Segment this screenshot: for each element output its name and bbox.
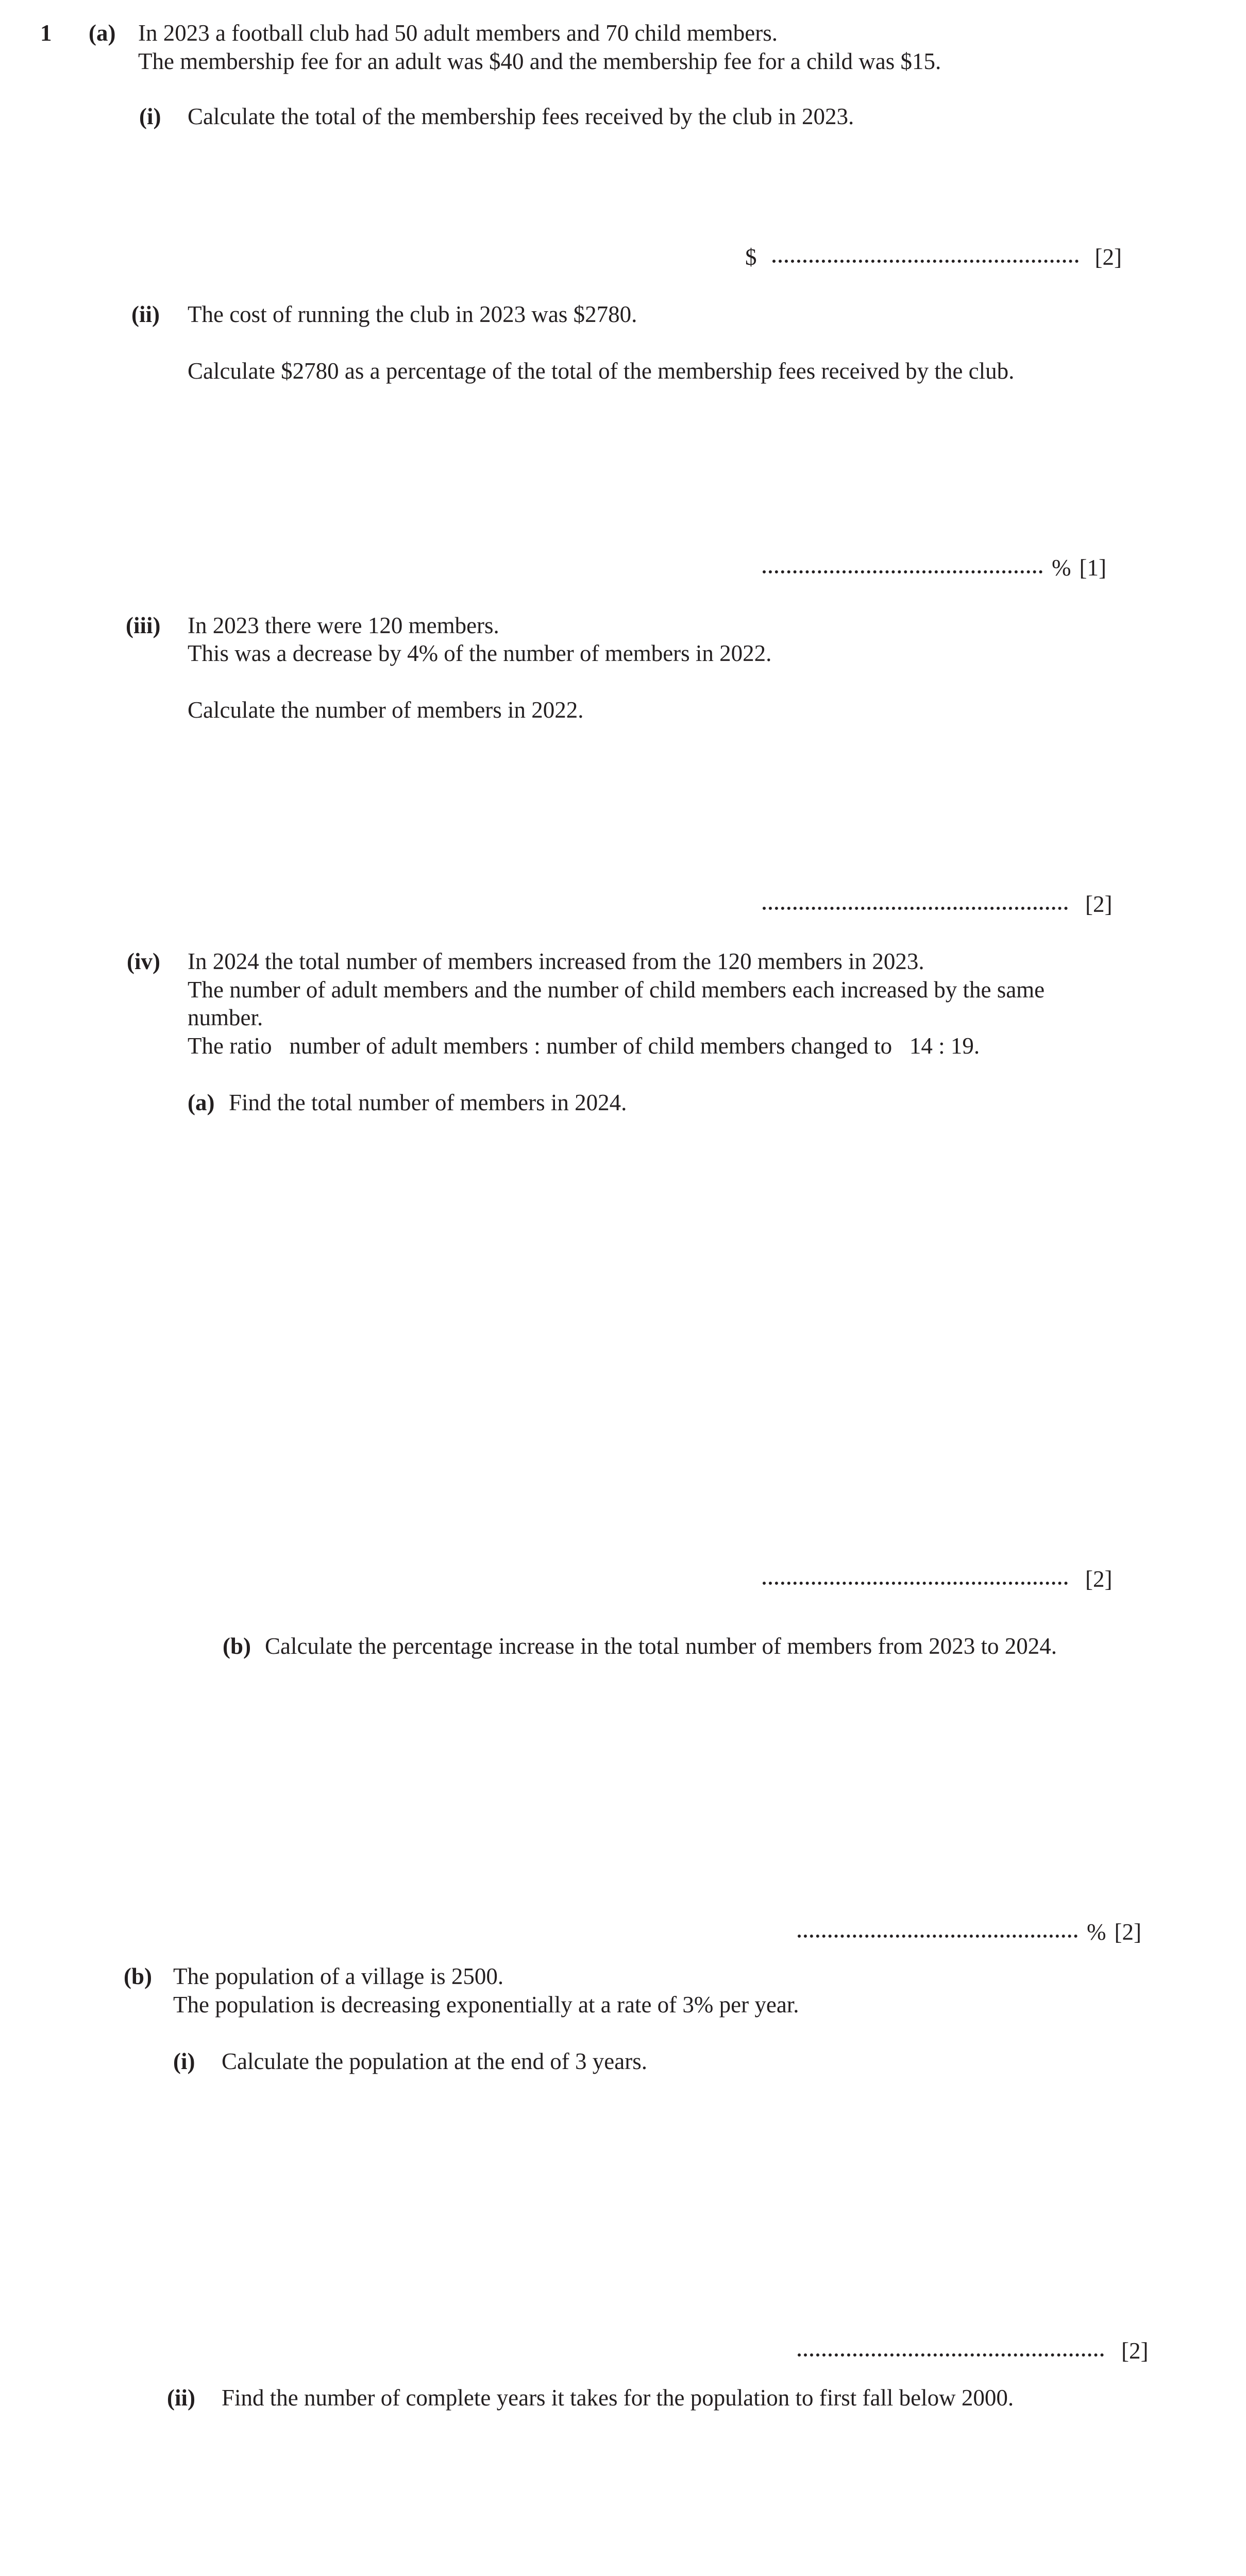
marks: [2] [1085, 891, 1113, 917]
answer-line-a-iv-b[interactable] [798, 1921, 1141, 1944]
question-number: 1 [40, 20, 52, 46]
answer-suffix-percent: % [1052, 555, 1071, 581]
part-b-i-text: Calculate the population at the end of 3 years. [222, 2048, 647, 2074]
part-a-iv-text-4: The ratio number of adult members : number of child members changed to 14 : 19. [188, 1033, 980, 1059]
part-a-ii-text-2: Calculate $2780 as a percentage of the total of the membership fees received by the club. [188, 358, 1015, 384]
answer-line-a-iii[interactable] [763, 893, 1112, 916]
marks: [2] [1114, 1919, 1141, 1945]
answer-dots [763, 907, 1068, 910]
part-a-iv-text-1: In 2024 the total number of members increased from the 120 members in 2023. [188, 948, 924, 974]
part-a-iii-text-1: In 2023 there were 120 members. [188, 613, 499, 638]
part-a-label: (a) [89, 20, 116, 46]
part-a-iii-label: (iii) [126, 613, 161, 638]
part-a-iv-text-2: The number of adult members and the number of child members each increased by the same [188, 977, 1045, 1003]
part-a-ii-label: (ii) [131, 301, 160, 327]
part-a-iv-label: (iv) [127, 948, 160, 974]
part-a-ii-text-1: The cost of running the club in 2023 was $2780. [188, 301, 637, 327]
part-a-i-label: (i) [139, 104, 161, 129]
part-a-i-text: Calculate the total of the membership fees received by the club in 2023. [188, 104, 854, 129]
part-a-stem-line-2: The membership fee for an adult was $40 and the membership fee for a child was $15. [138, 48, 941, 74]
answer-line-a-iv-a[interactable] [763, 1568, 1112, 1591]
part-b-label: (b) [124, 1963, 152, 1989]
part-a-iv-b-label: (b) [223, 1633, 251, 1659]
marks: [2] [1121, 2338, 1149, 2364]
part-a-iv-a-label: (a) [188, 1090, 215, 1115]
answer-dots [772, 260, 1079, 263]
marks: [1] [1079, 555, 1106, 581]
part-a-stem-line-1: In 2023 a football club had 50 adult members and 70 child members. [138, 20, 778, 46]
part-b-stem-line-2: The population is decreasing exponentially at a rate of 3% per year. [173, 1992, 799, 2018]
answer-line-a-i[interactable] [745, 246, 1122, 269]
answer-suffix-percent: % [1087, 1919, 1106, 1945]
marks: [2] [1085, 1566, 1113, 1592]
part-a-iv-b-text: Calculate the percentage increase in the total number of members from 2023 to 2024. [265, 1633, 1057, 1659]
part-b-stem-line-1: The population of a village is 2500. [173, 1963, 504, 1989]
marks: [2] [1095, 244, 1122, 270]
part-b-ii-text: Find the number of complete years it takes for the population to first fall below 2000. [222, 2385, 1014, 2411]
part-b-ii-label: (ii) [167, 2385, 195, 2411]
part-a-iii-text-2: This was a decrease by 4% of the number of members in 2022. [188, 640, 772, 666]
answer-dots [763, 1582, 1068, 1585]
answer-line-a-ii[interactable] [763, 556, 1106, 580]
answer-line-b-i[interactable] [798, 2340, 1148, 2363]
answer-dots [798, 2353, 1104, 2357]
part-a-iv-text-3: number. [188, 1005, 263, 1030]
answer-dots [798, 1935, 1077, 1938]
answer-prefix-dollar: $ [745, 244, 757, 270]
part-b-i-label: (i) [173, 2048, 195, 2074]
part-a-iii-text-3: Calculate the number of members in 2022. [188, 697, 584, 723]
answer-dots [763, 570, 1042, 573]
part-a-iv-a-text: Find the total number of members in 2024. [229, 1090, 627, 1115]
